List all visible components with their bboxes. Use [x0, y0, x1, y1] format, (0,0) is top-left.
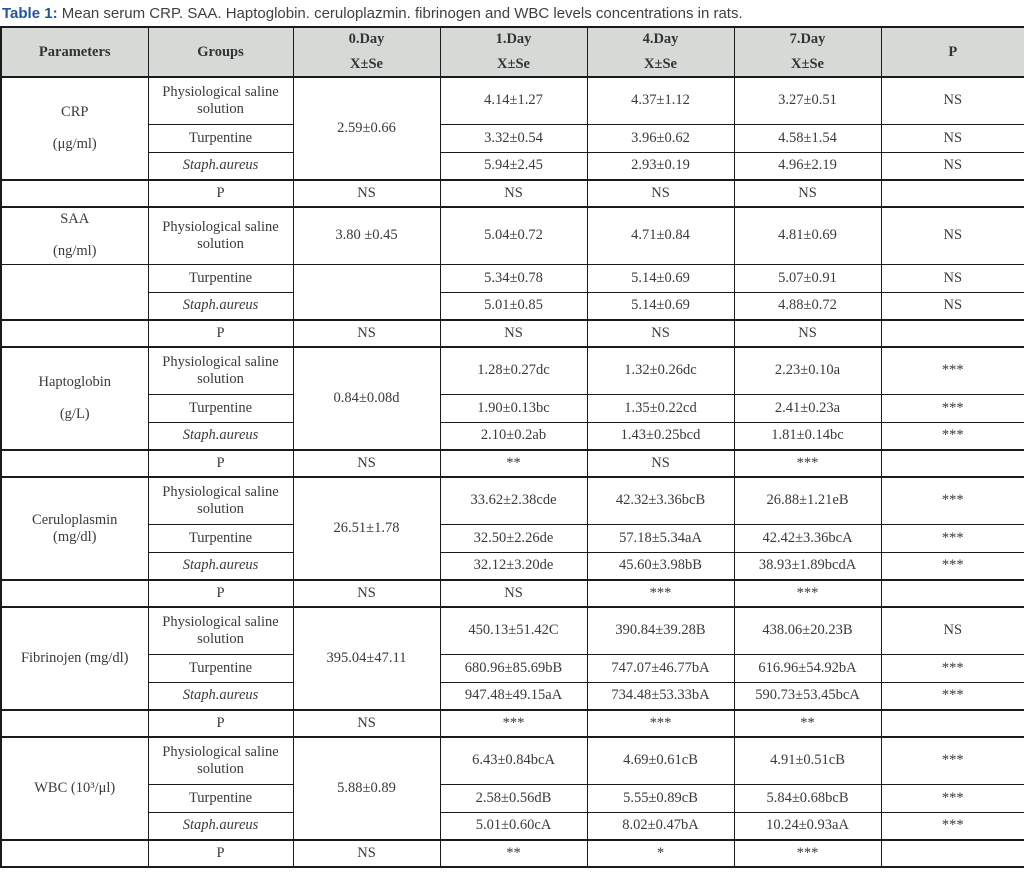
table-caption-label: Table 1:	[2, 5, 58, 22]
group-cell: Turpentine	[148, 264, 293, 292]
day4-value-cell: 390.84±39.28B	[587, 607, 734, 654]
day7-value-cell: 4.96±2.19	[734, 152, 881, 180]
p-row-label-cell: P	[148, 580, 293, 607]
header-day-4	[587, 27, 734, 77]
header-p: P	[881, 27, 1024, 77]
p-row-trailing-empty-cell	[881, 320, 1024, 347]
day1-value-cell: 1.28±0.27dc	[440, 347, 587, 394]
header-day-7	[734, 27, 881, 77]
day1-value-cell: 1.90±0.13bc	[440, 394, 587, 422]
parameter-line: Haptoglobin	[38, 374, 111, 390]
parameter-cell	[1, 477, 148, 580]
day4-value-cell: 2.93±0.19	[587, 152, 734, 180]
day4-value-cell: 5.55±0.89cB	[587, 784, 734, 812]
p-row-day7-cell: ***	[734, 450, 881, 477]
group-cell: Staph.aureus	[148, 292, 293, 320]
day4-value-cell: 57.18±5.34aA	[587, 524, 734, 552]
parameter-empty-cell	[1, 264, 148, 320]
day1-value-cell: 680.96±85.69bB	[440, 654, 587, 682]
p-row-day0-cell: NS	[293, 320, 440, 347]
table-row	[1, 422, 1024, 450]
significance-cell: ***	[881, 682, 1024, 710]
p-row-empty-cell	[1, 320, 148, 347]
day7-value-cell: 1.81±0.14bc	[734, 422, 881, 450]
significance-cell: ***	[881, 347, 1024, 394]
day4-value-cell: 3.96±0.62	[587, 124, 734, 152]
day0-value-cell: 0.84±0.08d	[293, 347, 440, 450]
parameter-line: (g/L)	[59, 406, 90, 422]
p-row-empty-cell	[1, 180, 148, 207]
significance-cell: NS	[881, 207, 1024, 264]
day7-value-cell: 4.58±1.54	[734, 124, 881, 152]
day7-value-cell: 590.73±53.45bcA	[734, 682, 881, 710]
day0-value-cell: 395.04±47.11	[293, 607, 440, 710]
parameter-cell	[1, 737, 148, 840]
table-body	[1, 77, 1024, 867]
parameter-line: WBC (10³/μl)	[34, 780, 116, 796]
p-row-day4-cell: *	[587, 840, 734, 867]
day0-value-cell: 3.80 ±0.45	[293, 207, 440, 264]
table-row	[1, 477, 1024, 524]
significance-cell: ***	[881, 737, 1024, 784]
header-day-7-label: 7.Day	[789, 31, 826, 47]
p-row-day1-cell: ***	[440, 710, 587, 737]
p-row	[1, 840, 1024, 867]
table-row	[1, 394, 1024, 422]
day4-value-cell: 42.32±3.36bcB	[587, 477, 734, 524]
day1-value-cell: 4.14±1.27	[440, 77, 587, 124]
p-row-day4-cell: NS	[587, 180, 734, 207]
p-row	[1, 710, 1024, 737]
group-cell: Turpentine	[148, 124, 293, 152]
table-caption	[0, 0, 1024, 26]
p-row-day4-cell: NS	[587, 320, 734, 347]
day4-value-cell: 4.37±1.12	[587, 77, 734, 124]
day1-value-cell: 32.12±3.20de	[440, 552, 587, 580]
p-row-day1-cell: **	[440, 450, 587, 477]
p-row-day7-cell: NS	[734, 180, 881, 207]
significance-cell: ***	[881, 812, 1024, 840]
p-row-day7-cell: NS	[734, 320, 881, 347]
table-row	[1, 207, 1024, 264]
group-cell: Turpentine	[148, 784, 293, 812]
day1-value-cell: 5.34±0.78	[440, 264, 587, 292]
table-row	[1, 77, 1024, 124]
day7-value-cell: 10.24±0.93aA	[734, 812, 881, 840]
p-row-empty-cell	[1, 450, 148, 477]
group-cell: Physiological saline solution	[148, 347, 293, 394]
header-day-1-label: 1.Day	[495, 31, 532, 47]
day4-value-cell: 5.14±0.69	[587, 264, 734, 292]
day7-value-cell: 5.84±0.68bcB	[734, 784, 881, 812]
p-row-label-cell: P	[148, 180, 293, 207]
p-row-day1-cell: NS	[440, 180, 587, 207]
table-row	[1, 552, 1024, 580]
significance-cell: NS	[881, 124, 1024, 152]
significance-cell: NS	[881, 292, 1024, 320]
parameter-cell	[1, 607, 148, 710]
significance-cell: ***	[881, 552, 1024, 580]
day1-value-cell: 6.43±0.84bcA	[440, 737, 587, 784]
header-groups: Groups	[148, 27, 293, 77]
p-row-trailing-empty-cell	[881, 580, 1024, 607]
p-row-trailing-empty-cell	[881, 180, 1024, 207]
day7-value-cell: 5.07±0.91	[734, 264, 881, 292]
group-cell: Physiological saline solution	[148, 207, 293, 264]
parameter-line: (mg/dl)	[53, 528, 97, 545]
day7-value-cell: 4.81±0.69	[734, 207, 881, 264]
day7-value-cell: 438.06±20.23B	[734, 607, 881, 654]
parameter-line: Fibrinojen (mg/dl)	[20, 650, 129, 666]
parameter-cell	[1, 77, 148, 180]
parameter-line: Ceruloplasmin	[32, 511, 118, 528]
day0-value-cell: 26.51±1.78	[293, 477, 440, 580]
table-row	[1, 784, 1024, 812]
p-row	[1, 320, 1024, 347]
group-cell: Staph.aureus	[148, 812, 293, 840]
table-header	[1, 27, 1024, 77]
day7-value-cell: 42.42±3.36bcA	[734, 524, 881, 552]
table-caption-text: Mean serum CRP. SAA. Haptoglobin. ceruloplazmin. fibrinogen and WBC levels concentrations in rats.	[57, 5, 743, 22]
day4-value-cell: 4.71±0.84	[587, 207, 734, 264]
header-day-1	[440, 27, 587, 77]
group-cell: Turpentine	[148, 394, 293, 422]
significance-cell: ***	[881, 524, 1024, 552]
group-cell: Staph.aureus	[148, 682, 293, 710]
significance-cell: NS	[881, 152, 1024, 180]
significance-cell: NS	[881, 264, 1024, 292]
day0-value-cell: 5.88±0.89	[293, 737, 440, 840]
table-row	[1, 682, 1024, 710]
day1-value-cell: 32.50±2.26de	[440, 524, 587, 552]
day7-value-cell: 2.23±0.10a	[734, 347, 881, 394]
p-row	[1, 450, 1024, 477]
p-row-empty-cell	[1, 840, 148, 867]
header-day-0-label: 0.Day	[348, 31, 385, 47]
day1-value-cell: 450.13±51.42C	[440, 607, 587, 654]
header-day-4-label: 4.Day	[642, 31, 679, 47]
p-row-day0-cell: NS	[293, 840, 440, 867]
group-cell: Physiological saline solution	[148, 477, 293, 524]
significance-cell: ***	[881, 477, 1024, 524]
group-cell: Turpentine	[148, 654, 293, 682]
header-day-0-sub: X±Se	[350, 56, 383, 72]
results-table	[0, 26, 1024, 868]
p-row-empty-cell	[1, 580, 148, 607]
table-row	[1, 264, 1024, 292]
significance-cell: ***	[881, 394, 1024, 422]
day7-value-cell: 38.93±1.89bcdA	[734, 552, 881, 580]
significance-cell: NS	[881, 77, 1024, 124]
p-row-day4-cell: NS	[587, 450, 734, 477]
table-row	[1, 524, 1024, 552]
significance-cell: ***	[881, 784, 1024, 812]
day1-value-cell: 5.04±0.72	[440, 207, 587, 264]
p-row	[1, 180, 1024, 207]
p-row-day7-cell: **	[734, 710, 881, 737]
p-row-day1-cell: NS	[440, 580, 587, 607]
p-row-label-cell: P	[148, 840, 293, 867]
day4-value-cell: 4.69±0.61cB	[587, 737, 734, 784]
day1-value-cell: 2.58±0.56dB	[440, 784, 587, 812]
p-row-label-cell: P	[148, 450, 293, 477]
p-row-day1-cell: NS	[440, 320, 587, 347]
day1-value-cell: 5.94±2.45	[440, 152, 587, 180]
table-row	[1, 124, 1024, 152]
day7-value-cell: 3.27±0.51	[734, 77, 881, 124]
table-row	[1, 292, 1024, 320]
p-row-day7-cell: ***	[734, 580, 881, 607]
group-cell: Staph.aureus	[148, 422, 293, 450]
table-row	[1, 737, 1024, 784]
p-row-day0-cell: NS	[293, 180, 440, 207]
group-cell: Turpentine	[148, 524, 293, 552]
p-row-day4-cell: ***	[587, 580, 734, 607]
day1-value-cell: 2.10±0.2ab	[440, 422, 587, 450]
parameter-line: SAA	[60, 211, 90, 228]
day0-value-cell: 2.59±0.66	[293, 77, 440, 180]
group-cell: Physiological saline solution	[148, 77, 293, 124]
header-parameters: Parameters	[1, 27, 148, 77]
p-row-day0-cell: NS	[293, 450, 440, 477]
day0-empty-cell	[293, 264, 440, 320]
p-row-label-cell: P	[148, 320, 293, 347]
header-day-7-sub: X±Se	[791, 56, 824, 72]
header-row	[1, 27, 1024, 77]
group-cell: Staph.aureus	[148, 552, 293, 580]
parameter-line: (ng/ml)	[53, 243, 97, 260]
p-row	[1, 580, 1024, 607]
significance-cell: ***	[881, 654, 1024, 682]
day1-value-cell: 33.62±2.38cde	[440, 477, 587, 524]
day1-value-cell: 5.01±0.60cA	[440, 812, 587, 840]
p-row-trailing-empty-cell	[881, 840, 1024, 867]
day4-value-cell: 1.43±0.25bcd	[587, 422, 734, 450]
significance-cell: NS	[881, 607, 1024, 654]
p-row-day0-cell: NS	[293, 580, 440, 607]
table-row	[1, 654, 1024, 682]
header-day-1-sub: X±Se	[497, 56, 530, 72]
significance-cell: ***	[881, 422, 1024, 450]
group-cell: Physiological saline solution	[148, 607, 293, 654]
day7-value-cell: 4.91±0.51cB	[734, 737, 881, 784]
day4-value-cell: 45.60±3.98bB	[587, 552, 734, 580]
day4-value-cell: 747.07±46.77bA	[587, 654, 734, 682]
day4-value-cell: 5.14±0.69	[587, 292, 734, 320]
day7-value-cell: 2.41±0.23a	[734, 394, 881, 422]
table-row	[1, 607, 1024, 654]
day1-value-cell: 947.48±49.15aA	[440, 682, 587, 710]
p-row-trailing-empty-cell	[881, 710, 1024, 737]
day4-value-cell: 1.35±0.22cd	[587, 394, 734, 422]
p-row-label-cell: P	[148, 710, 293, 737]
day1-value-cell: 3.32±0.54	[440, 124, 587, 152]
day7-value-cell: 616.96±54.92bA	[734, 654, 881, 682]
group-cell: Staph.aureus	[148, 152, 293, 180]
p-row-trailing-empty-cell	[881, 450, 1024, 477]
p-row-day1-cell: **	[440, 840, 587, 867]
table-row	[1, 152, 1024, 180]
day4-value-cell: 734.48±53.33bA	[587, 682, 734, 710]
header-day-0	[293, 27, 440, 77]
header-day-4-sub: X±Se	[644, 56, 677, 72]
day7-value-cell: 4.88±0.72	[734, 292, 881, 320]
p-row-day0-cell: NS	[293, 710, 440, 737]
day7-value-cell: 26.88±1.21eB	[734, 477, 881, 524]
parameter-cell	[1, 347, 148, 450]
table-row	[1, 812, 1024, 840]
day1-value-cell: 5.01±0.85	[440, 292, 587, 320]
group-cell: Physiological saline solution	[148, 737, 293, 784]
table-row	[1, 347, 1024, 394]
day4-value-cell: 8.02±0.47bA	[587, 812, 734, 840]
parameter-cell	[1, 207, 148, 264]
day4-value-cell: 1.32±0.26dc	[587, 347, 734, 394]
parameter-line: CRP	[61, 104, 89, 120]
p-row-day4-cell: ***	[587, 710, 734, 737]
p-row-day7-cell: ***	[734, 840, 881, 867]
p-row-empty-cell	[1, 710, 148, 737]
parameter-line: (μg/ml)	[52, 136, 97, 152]
